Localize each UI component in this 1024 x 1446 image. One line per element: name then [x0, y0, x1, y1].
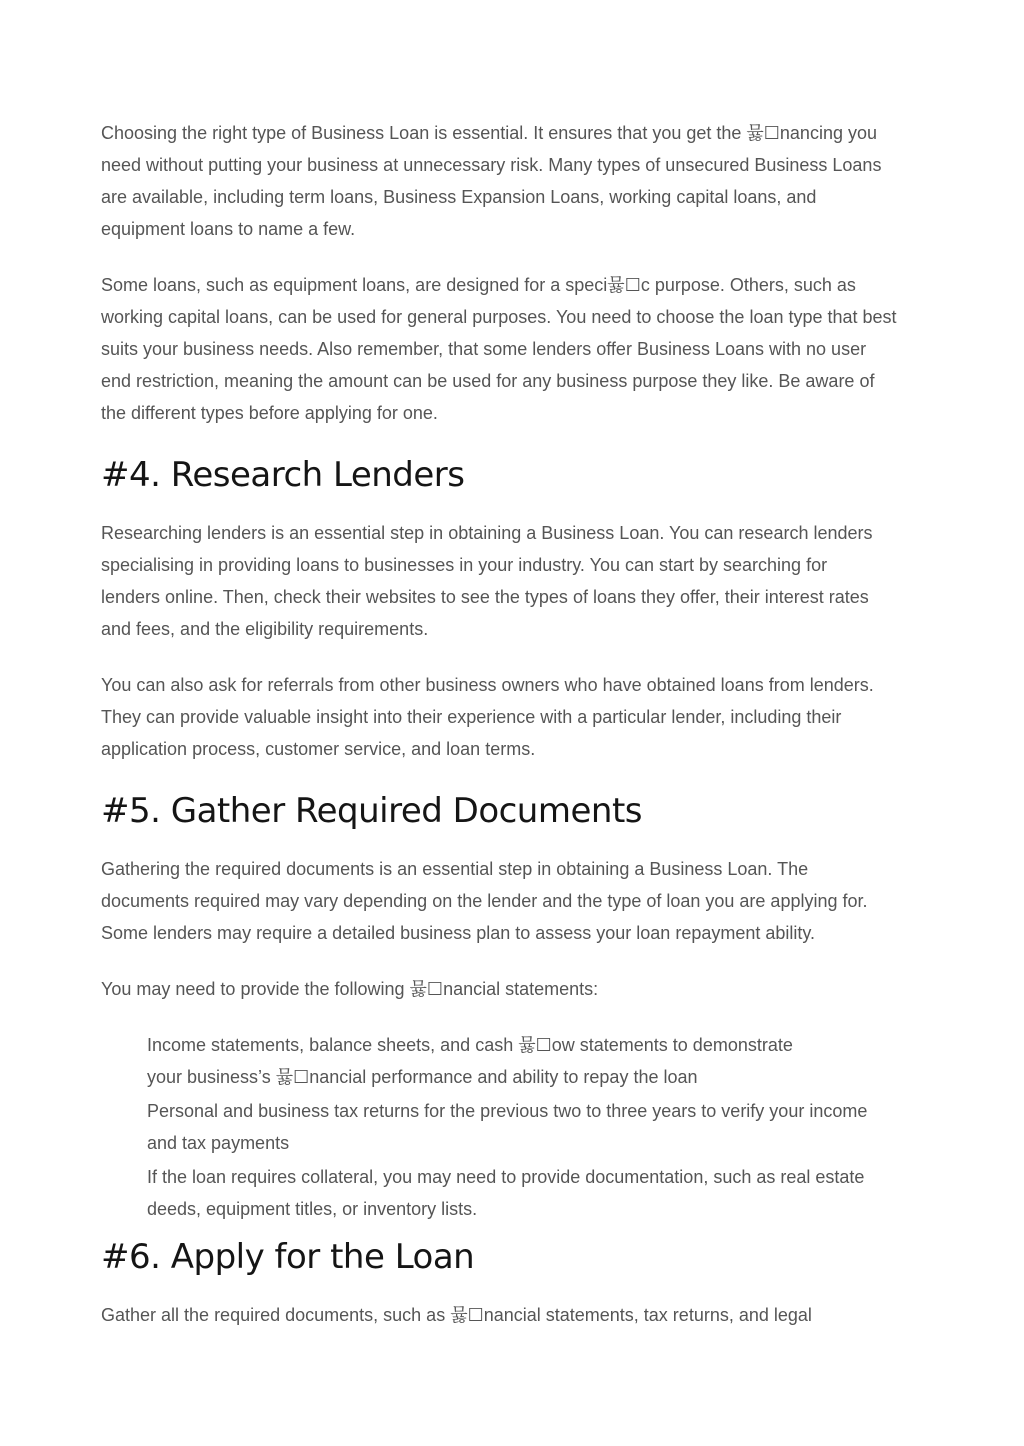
- list-item: Income statements, balance sheets, and cash 뮳☐ow statements to demonstrate your business’s 뮳☐nancial performance and ability to repay the loan: [147, 1035, 793, 1087]
- body-paragraph: You may need to provide the following 뮳☐nancial statements:: [101, 979, 599, 999]
- section-heading: #5. Gather Required Documents: [101, 791, 642, 831]
- list-item: If the loan requires collateral, you may need to provide documentation, such as real estate deeds, equipment titles, or inventory lists.: [147, 1167, 865, 1219]
- body-paragraph: Some loans, such as equipment loans, are designed for a speci뮳☐c purpose. Others, such as working capital loans, can be used for general purposes. You need to choose the loan type that best suits your business needs. Also remember, that some lenders offer Business Loans with no user end restriction, meaning the amount can be used for any business purpose they like. Be aware of the different types before applying for one.: [101, 275, 897, 423]
- body-paragraph: Researching lenders is an essential step in obtaining a Business Loan. You can research lenders specialising in providing loans to businesses in your industry. You can start by searching for lenders online. Then, check their websites to see the types of loans they offer, their interest rates and fees, and the eligibility requirements.: [101, 523, 873, 639]
- list-item: Personal and business tax returns for the previous two to three years to verify your income and tax payments: [147, 1101, 868, 1153]
- document-page: [101, 117, 956, 1355]
- section-heading: #6. Apply for the Loan: [101, 1237, 475, 1277]
- body-paragraph: Choosing the right type of Business Loan is essential. It ensures that you get the 뮳☐nancing you need without putting your business at unnecessary risk. Many types of unsecured Business Loans are available, including term loans, Business Expansion Loans, working capital loans, and equipment loans to name a few.: [101, 123, 882, 239]
- document-list: [101, 1029, 956, 1225]
- body-paragraph: You can also ask for referrals from other business owners who have obtained loans from lenders. They can provide valuable insight into their experience with a particular lender, including their application process, customer service, and loan terms.: [101, 675, 874, 759]
- section-heading: #4. Research Lenders: [101, 455, 465, 495]
- body-paragraph: Gather all the required documents, such as 뮳☐nancial statements, tax returns, and legal: [101, 1305, 812, 1325]
- body-paragraph: Gathering the required documents is an essential step in obtaining a Business Loan. The documents required may vary depending on the lender and the type of loan you are applying for. Some lenders may require a detailed business plan to assess your loan repayment ability.: [101, 859, 868, 943]
